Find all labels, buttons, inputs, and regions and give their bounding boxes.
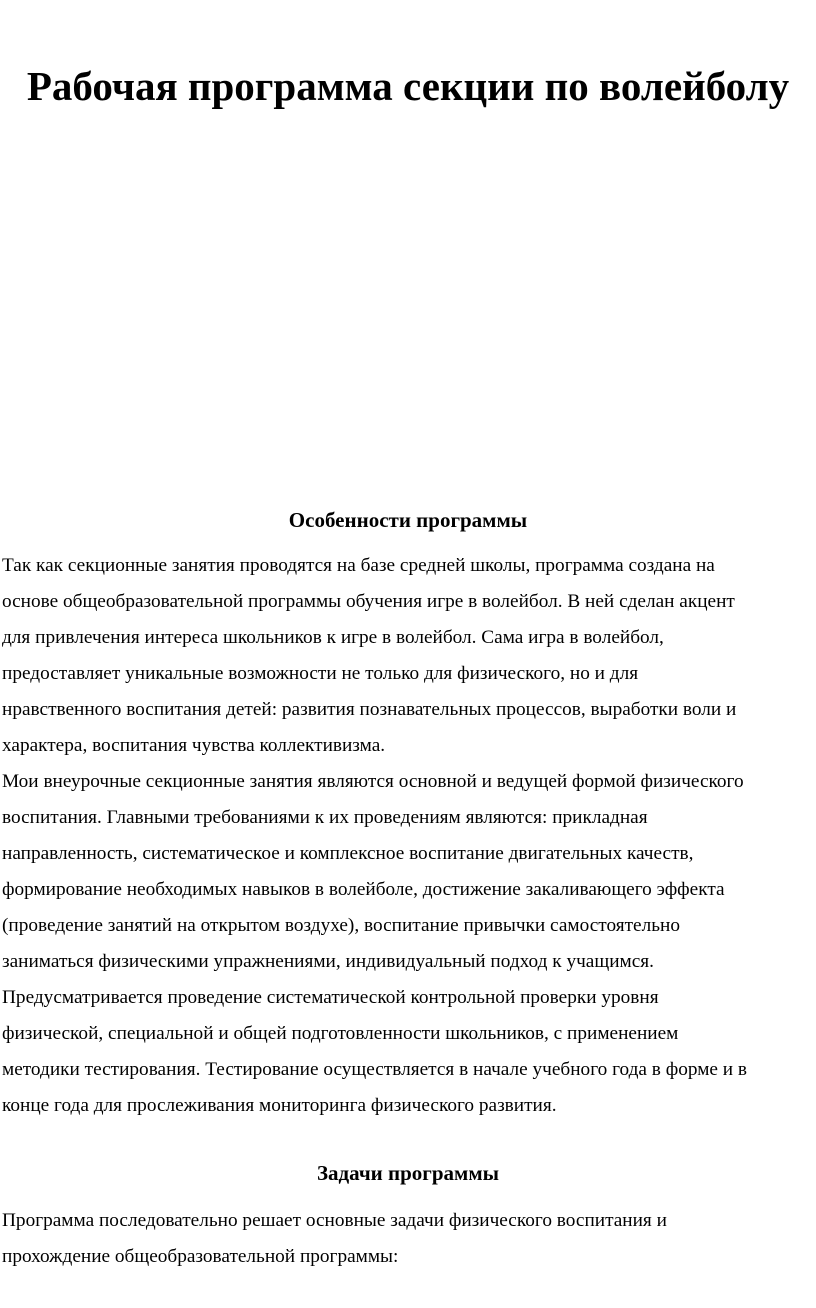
section-heading-features: Особенности программы (288, 508, 528, 532)
text-line: предоставляет уникальные возможности не только для физического, но и для (2, 663, 639, 684)
text-line: прохождение общеобразовательной программы: (2, 1246, 399, 1267)
text-line: физической, специальной и общей подготовленности школьников, с применением (2, 1023, 679, 1044)
text-line: нравственного воспитания детей: развития познавательных процессов, выработки воли и (2, 699, 737, 720)
text-line: Мои внеурочные секционные занятия являются основной и ведущей формой физического (2, 771, 744, 792)
text-line: для привлечения интереса школьников к игре в волейбол. Сама игра в волейбол, (2, 627, 664, 648)
text-line: воспитания. Главными требованиями к их проведениям являются: прикладная (2, 807, 648, 828)
text-line: Так как секционные занятия проводятся на базе средней школы, программа создана на (2, 555, 715, 576)
section-heading-tasks: Задачи программы (316, 1161, 500, 1185)
text-line: методики тестирования. Тестирование осуществляется в начале учебного года в форме и в (2, 1059, 748, 1080)
text-line: основе общеобразовательной программы обучения игре в волейбол. В ней сделан акцент (2, 591, 735, 612)
text-line: (проведение занятий на открытом воздухе), воспитание привычки самостоятельно (2, 915, 680, 936)
text-line: формирование необходимых навыков в волейболе, достижение закаливающего эффекта (2, 879, 725, 900)
text-line: направленность, систематическое и комплексное воспитание двигательных качеств, (2, 843, 694, 864)
document-title: Рабочая программа секции по волейболу (26, 63, 790, 109)
text-line: характера, воспитания чувства коллективизма. (2, 735, 386, 756)
text-line: Программа последовательно решает основные задачи физического воспитания и (2, 1210, 667, 1231)
text-line: заниматься физическими упражнениями, индивидуальный подход к учащимся. (2, 951, 654, 972)
text-line: Предусматривается проведение систематической контрольной проверки уровня (2, 987, 659, 1008)
text-line: конце года для прослеживания мониторинга физического развития. (2, 1095, 557, 1116)
